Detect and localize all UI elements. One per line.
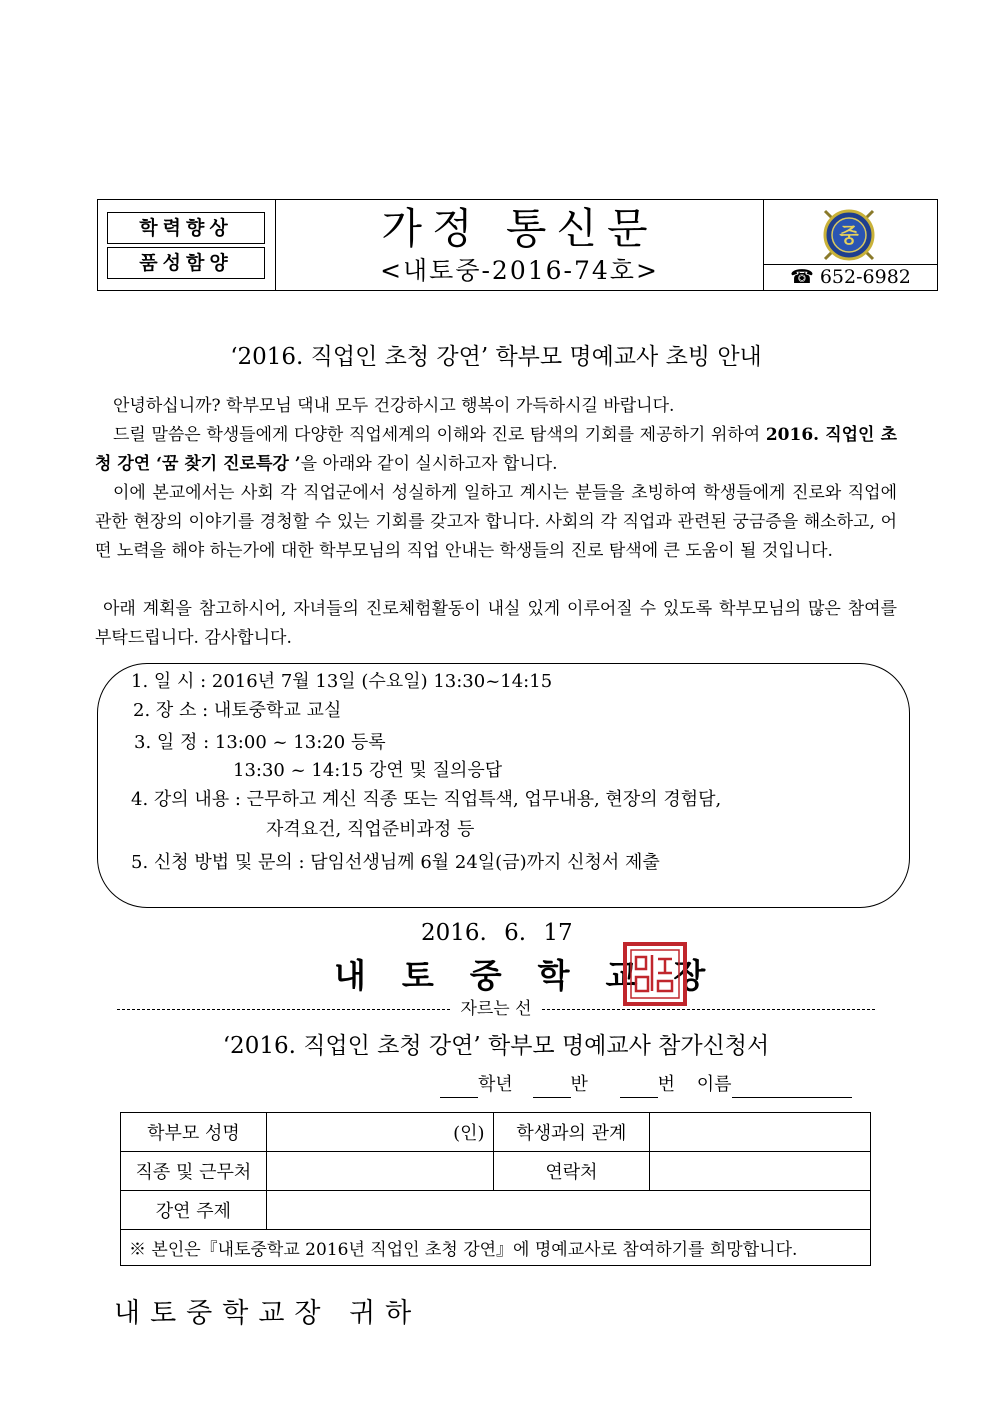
seal-mark: (인): [453, 1123, 485, 1144]
number-label: 번: [657, 1074, 676, 1095]
phone-icon: ☎: [790, 266, 814, 288]
number-blank[interactable]: [620, 1077, 658, 1098]
cut-dash-right: [542, 1009, 875, 1010]
issue-date: 2016. 6. 17: [421, 920, 573, 946]
name-blank[interactable]: [732, 1077, 852, 1098]
notice-title: ‘2016. 직업인 초청 강연’ 학부모 명예교사 초빙 안내: [230, 344, 762, 370]
form-row-topic: [121, 1191, 871, 1230]
class-blank[interactable]: [533, 1077, 571, 1098]
event-name: 2016. 직업인 초청 강연 ‘꿈 찾기 진로특강 ’: [95, 425, 898, 474]
issue-number: <내토중-2016-74호>: [380, 256, 659, 285]
consent-note: ※ 본인은『내토중학교 2016년 직업인 초청 강연』에 명예교사로 참여하기를 희망합니다.: [121, 1230, 871, 1266]
detail-schedule-2: 13:30 ~ 14:15 강연 및 질의응답: [233, 760, 503, 781]
parent-name-field[interactable]: [266, 1113, 493, 1152]
event-details-box: [97, 663, 910, 908]
form-row-job: [121, 1152, 871, 1191]
name-label: 이름: [696, 1074, 732, 1095]
addressee: 내토중학교장 귀하: [114, 1298, 422, 1329]
form-row-parent: [121, 1113, 871, 1152]
detail-application: 5. 신청 방법 및 문의 : 담임선생님께 6월 24일(금)까지 신청서 제출: [131, 852, 660, 873]
detail-lecture-content-2: 자격요건, 직업준비과정 등: [266, 819, 475, 840]
class-label: 반: [570, 1074, 588, 1095]
grade-blank[interactable]: [440, 1077, 478, 1098]
relation-label: 학생과의 관계: [493, 1113, 650, 1152]
student-info-line: [440, 1072, 852, 1098]
contact-field[interactable]: [650, 1152, 871, 1191]
relation-field[interactable]: [650, 1113, 871, 1152]
detail-lecture-content: 4. 강의 내용 : 근무하고 계신 직종 또는 직업특색, 업무내용, 현장의 경험담,: [131, 789, 722, 810]
emblem-char: 중: [839, 223, 859, 247]
paragraph-greeting: 안녕하십니까? 학부모님 댁내 모두 건강하시고 행복이 가득하시길 바랍니다.: [113, 396, 675, 416]
cut-line-label: 자르는 선: [460, 999, 532, 1019]
contact-label: 연락처: [493, 1152, 650, 1191]
cut-line: [0, 997, 992, 1021]
letter-header: [97, 199, 938, 291]
grade-label: 학년: [478, 1074, 513, 1095]
motto-academic: 학력향상: [107, 212, 265, 244]
phone-cell: [764, 264, 937, 290]
application-form-table: [120, 1112, 871, 1266]
topic-label: 강연 주제: [121, 1191, 267, 1230]
phone-number: 652-6982: [819, 266, 911, 288]
school-emblem-icon: [819, 205, 879, 265]
job-label: 직종 및 근무처: [121, 1152, 267, 1191]
paragraph-details: 이에 본교에서는 사회 각 직업군에서 성실하게 일하고 계시는 분들을 초빙하여 학생들에게 진로와 직업에 관한 현장의 이야기를 경청할 수 있는 기회를 갖고자 합니다. 사회의 각 직업과 관련된 궁금증을 해소하고, 어떤 노력을 해야 하는가에 대한 학부모님의 직업 안내는 학생들의 진로 탐색에 큰 도움이 될 것입니다.: [95, 483, 897, 561]
letter-title: 가정 통신문: [381, 204, 658, 253]
topic-field[interactable]: [266, 1191, 870, 1230]
detail-schedule: 3. 일 정 : 13:00 ~ 13:20 등록: [134, 732, 386, 753]
detail-datetime: 1. 일 시 : 2016년 7월 13일 (수요일) 13:30~14:15: [131, 671, 553, 692]
form-title: ‘2016. 직업인 초청 강연’ 학부모 명예교사 참가신청서: [222, 1033, 770, 1059]
principal-signature: 내토중학교장: [334, 956, 742, 995]
motto-cell: [98, 200, 276, 290]
job-field[interactable]: [266, 1152, 493, 1191]
cut-dash-left: [117, 1009, 450, 1010]
emblem-cell: [764, 200, 937, 290]
paragraph-request: 아래 계획을 참고하시어, 자녀들의 진로체험활동이 내실 있게 이루어질 수 있도록 학부모님의 많은 참여를 부탁드립니다. 감사합니다.: [95, 599, 897, 648]
title-cell: [276, 200, 764, 290]
motto-character: 품성함양: [107, 247, 265, 279]
parent-name-label: 학부모 성명: [121, 1113, 267, 1152]
detail-place: 2. 장 소 : 내토중학교 교실: [133, 700, 342, 721]
form-row-note: [121, 1230, 871, 1266]
paragraph-purpose: 드릴 말씀은 학생들에게 다양한 직업세계의 이해와 진로 탐색의 기회를 제공하기 위하여 2016. 직업인 초청 강연 ‘꿈 찾기 진로특강 ’을 아래와 같이 실시하고자 합니다.: [95, 425, 898, 474]
